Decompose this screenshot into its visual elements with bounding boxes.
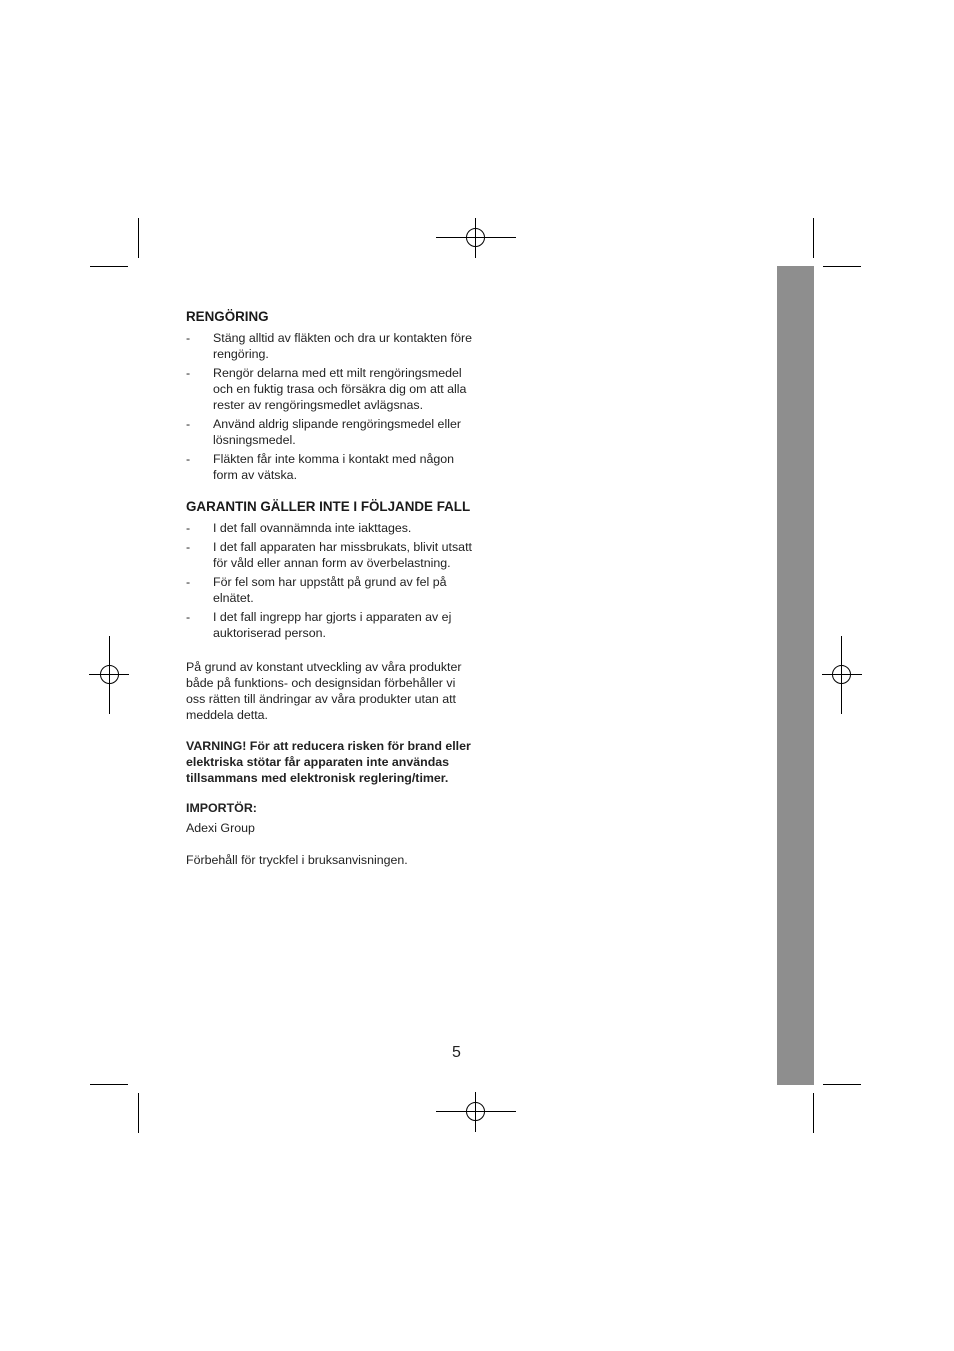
bullet-dash: - bbox=[186, 366, 191, 380]
bullet-dash: - bbox=[186, 540, 191, 554]
crop-mark bbox=[138, 218, 139, 258]
cleaning-list bbox=[186, 330, 476, 483]
section-heading-cleaning: RENGÖRING bbox=[186, 309, 269, 324]
list-item: - I det fall ovannämnda inte iakttages. bbox=[186, 521, 412, 535]
importer-name: Adexi Group bbox=[186, 821, 255, 835]
bullet-dash: - bbox=[186, 452, 191, 466]
crop-mark bbox=[823, 1084, 861, 1085]
crop-mark bbox=[90, 266, 128, 267]
page-content bbox=[186, 309, 476, 868]
bullet-dash: - bbox=[186, 417, 191, 431]
bullet-dash: - bbox=[186, 521, 191, 535]
registration-mark-icon bbox=[822, 636, 862, 714]
crop-mark bbox=[138, 1093, 139, 1133]
bullet-dash: - bbox=[186, 575, 191, 589]
print-disclaimer: Förbehåll för tryckfel i bruksanvisningen. bbox=[186, 853, 408, 867]
bullet-dash: - bbox=[186, 610, 191, 624]
bullet-dash: - bbox=[186, 331, 191, 345]
list-item: - För fel som har uppstått på grund av fel på elnätet. bbox=[186, 575, 447, 605]
registration-mark-icon bbox=[89, 636, 129, 714]
registration-mark-icon bbox=[436, 218, 516, 258]
list-item: - Använd aldrig slipande rengöringsmedel eller lösningsmedel. bbox=[186, 417, 461, 447]
warning-text: VARNING! För att reducera risken för brand eller elektriska stötar får apparaten inte användas tillsammans med elektronisk reglering/timer. bbox=[186, 739, 471, 785]
development-note: På grund av konstant utveckling av våra produkter både på funktions- och designsidan förbehåller vi oss rätten till ändringar av våra produkter utan att meddela detta. bbox=[186, 660, 462, 722]
crop-mark bbox=[823, 266, 861, 267]
crop-mark bbox=[90, 1084, 128, 1085]
list-item: - Stäng alltid av fläkten och dra ur kontakten före rengöring. bbox=[186, 331, 472, 361]
warranty-list bbox=[186, 520, 476, 641]
list-item: - Rengör delarna med ett milt rengöringsmedel och en fuktig trasa och försäkra dig om att alla rester av rengöringsmedlet avlägsnas. bbox=[186, 366, 467, 412]
importer-label: IMPORTÖR: bbox=[186, 801, 257, 815]
page-number: 5 bbox=[452, 1044, 461, 1061]
registration-mark-icon bbox=[436, 1092, 516, 1132]
list-item: - I det fall ingrepp har gjorts i apparaten av ej auktoriserad person. bbox=[186, 610, 452, 640]
crop-mark bbox=[813, 1093, 814, 1133]
list-item: - Fläkten får inte komma i kontakt med någon form av vätska. bbox=[186, 452, 455, 482]
section-heading-warranty: GARANTIN GÄLLER INTE I FÖLJANDE FALL bbox=[186, 499, 471, 514]
crop-mark bbox=[813, 218, 814, 258]
side-tab bbox=[777, 266, 814, 1085]
list-item: - I det fall apparaten har missbrukats, blivit utsatt för våld eller annan form av överbelastning. bbox=[186, 540, 472, 570]
